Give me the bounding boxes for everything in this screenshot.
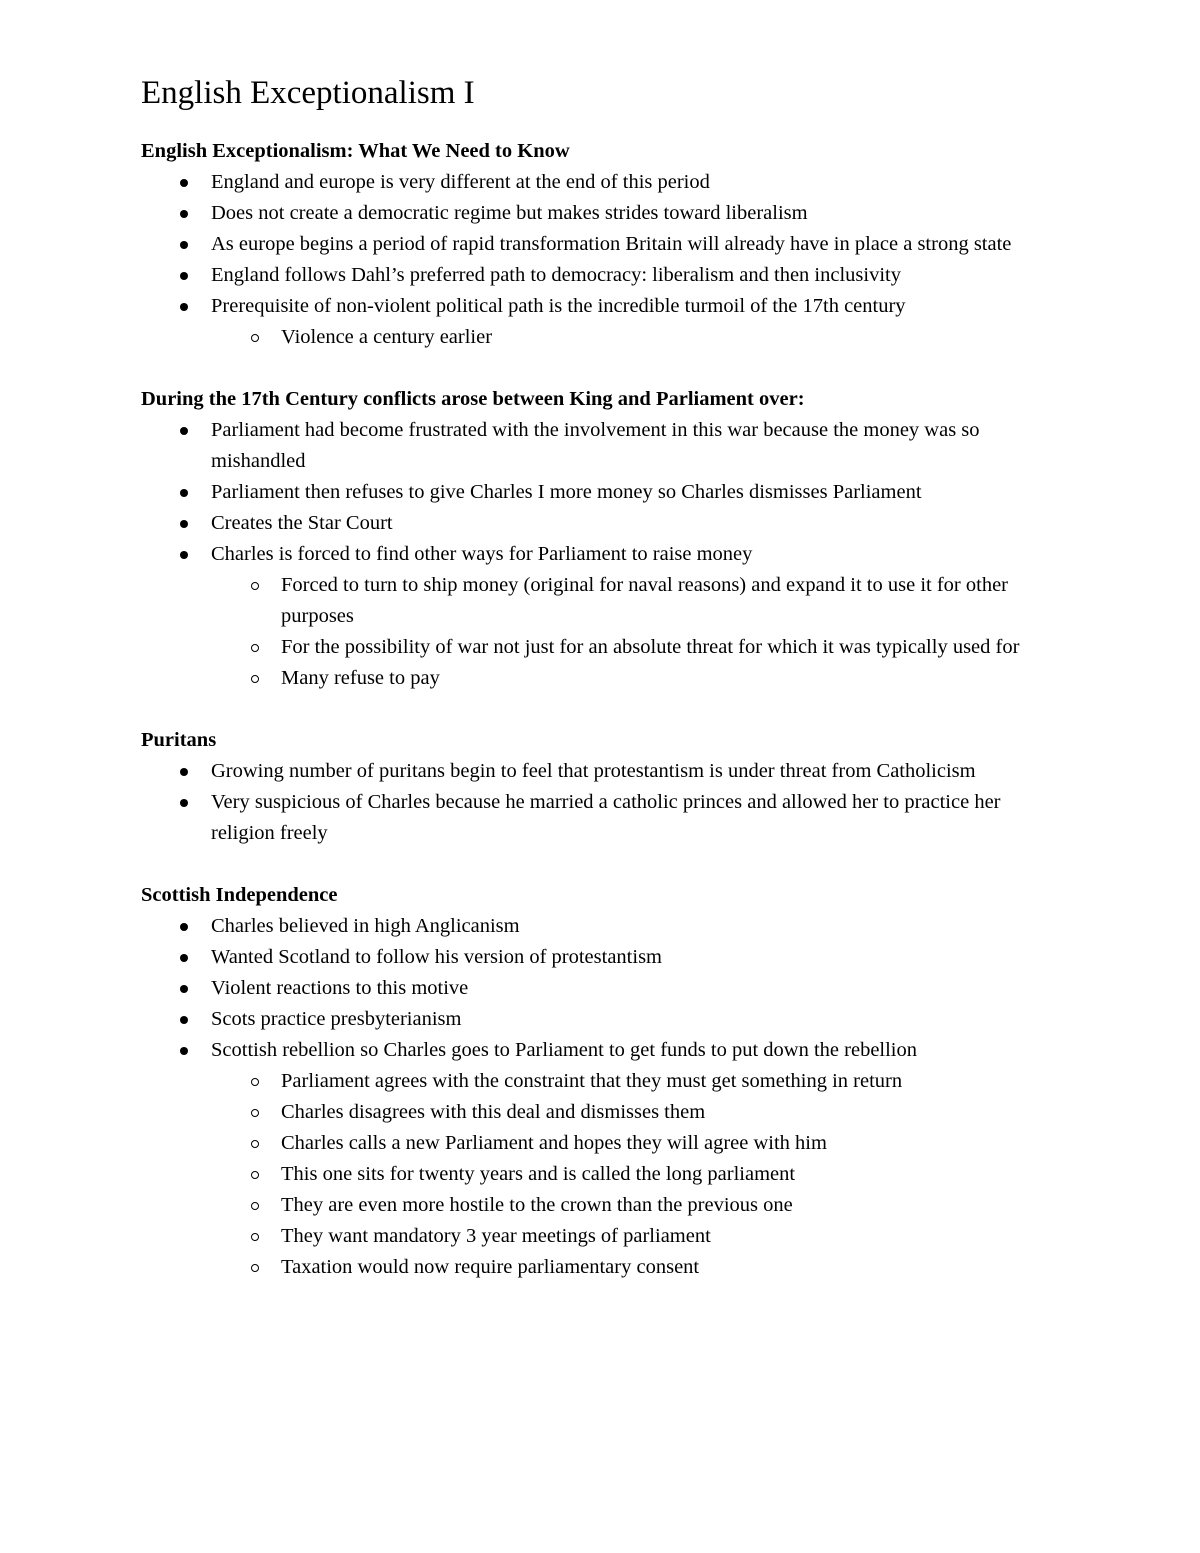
list-item-text: Charles is forced to find other ways for Parliament to raise money [211,543,753,565]
list-item [141,1004,1061,1035]
list-item-text: As europe begins a period of rapid transformation Britain will already have in place a strong state [211,233,1012,255]
sub-list-item-text: Charles disagrees with this deal and dismisses them [281,1101,706,1123]
sub-list-item [211,1221,1061,1252]
sub-list-item [211,1159,1061,1190]
sub-list-item-text: Many refuse to pay [281,667,440,689]
sub-list-item-text: For the possibility of war not just for an absolute threat for which it was typically used for [281,636,1020,658]
sub-list-item-text: Forced to turn to ship money (original for naval reasons) and expand it to use it for other purposes [281,574,1008,627]
sub-list-item-text: Violence a century earlier [281,326,493,348]
sub-list-item [211,1128,1061,1159]
bullet-circle-icon [251,1140,259,1148]
list-item-text: Parliament had become frustrated with the involvement in this war because the money was so mishandled [211,419,980,472]
bullet-circle-icon [251,675,259,683]
bullet-disc-icon [180,1047,188,1055]
bullet-list [141,911,1061,1283]
sub-list-item [211,1190,1061,1221]
list-item-text: Charles believed in high Anglicanism [211,915,520,937]
list-item [141,1035,1061,1066]
list-item-text: Violent reactions to this motive [211,977,469,999]
bullet-circle-icon [251,582,259,590]
bullet-circle-icon [251,1109,259,1117]
section-2 [141,384,1061,694]
sub-list-item-text: Taxation would now require parliamentary consent [281,1256,700,1278]
sub-list-item-text: They are even more hostile to the crown than the previous one [281,1194,793,1216]
list-item [141,942,1061,973]
list-item [141,167,1061,198]
bullet-list [141,415,1061,694]
bullet-circle-icon [251,1078,259,1086]
list-item [141,787,1061,849]
section-heading: During the 17th Century conflicts arose between King and Parliament over: [141,388,805,410]
bullet-disc-icon [180,520,188,528]
sub-bullet-list [141,570,1061,694]
sub-list-item [211,632,1061,663]
list-item-text: Scottish rebellion so Charles goes to Parliament to get funds to put down the rebellion [211,1039,917,1061]
document-title: English Exceptionalism I [141,75,475,111]
bullet-circle-icon [251,1233,259,1241]
sub-list-item-text: Charles calls a new Parliament and hopes they will agree with him [281,1132,827,1154]
bullet-disc-icon [180,210,188,218]
list-item [141,477,1061,508]
sub-list-item [211,1097,1061,1128]
list-item [141,756,1061,787]
sub-list-item [211,663,1061,694]
bullet-list [141,167,1061,353]
bullet-disc-icon [180,179,188,187]
list-item [141,260,1061,291]
section-heading: Scottish Independence [141,884,338,906]
list-item-text: Prerequisite of non-violent political path is the incredible turmoil of the 17th century [211,295,906,317]
section-heading: English Exceptionalism: What We Need to Know [141,140,570,162]
list-item [141,508,1061,539]
document-page [141,70,1061,1314]
list-item [141,229,1061,260]
section-1 [141,136,1061,353]
bullet-list [141,756,1061,849]
list-item-text: England follows Dahl’s preferred path to democracy: liberalism and then inclusivity [211,264,901,286]
sub-bullet-list [141,322,1061,353]
bullet-circle-icon [251,1264,259,1272]
bullet-disc-icon [180,551,188,559]
bullet-disc-icon [180,272,188,280]
sub-list-item-text: Parliament agrees with the constraint that they must get something in return [281,1070,903,1092]
sub-list-item [211,570,1061,632]
sub-list-item [211,1252,1061,1283]
bullet-circle-icon [251,1202,259,1210]
list-item [141,911,1061,942]
section-4 [141,880,1061,1283]
section-heading: Puritans [141,729,217,751]
bullet-disc-icon [180,768,188,776]
sub-list-item-text: They want mandatory 3 year meetings of parliament [281,1225,711,1247]
bullet-disc-icon [180,489,188,497]
bullet-circle-icon [251,1171,259,1179]
list-item-text: Growing number of puritans begin to feel that protestantism is under threat from Catholicism [211,760,976,782]
sub-list-item [211,322,1061,353]
list-item [141,973,1061,1004]
sub-list-item [211,1066,1061,1097]
bullet-disc-icon [180,985,188,993]
list-item-text: Wanted Scotland to follow his version of protestantism [211,946,662,968]
list-item [141,415,1061,477]
bullet-disc-icon [180,799,188,807]
document-body [141,136,1061,1283]
list-item [141,291,1061,322]
sub-list-item-text: This one sits for twenty years and is called the long parliament [281,1163,796,1185]
list-item-text: Does not create a democratic regime but makes strides toward liberalism [211,202,808,224]
bullet-disc-icon [180,1016,188,1024]
list-item [141,539,1061,570]
list-item-text: Creates the Star Court [211,512,393,534]
list-item-text: Scots practice presbyterianism [211,1008,462,1030]
list-item [141,198,1061,229]
bullet-disc-icon [180,303,188,311]
list-item-text: Parliament then refuses to give Charles I more money so Charles dismisses Parliament [211,481,922,503]
sub-bullet-list [141,1066,1061,1283]
bullet-disc-icon [180,923,188,931]
bullet-disc-icon [180,427,188,435]
bullet-disc-icon [180,241,188,249]
bullet-circle-icon [251,334,259,342]
section-3 [141,725,1061,849]
list-item-text: England and europe is very different at the end of this period [211,171,710,193]
bullet-circle-icon [251,644,259,652]
list-item-text: Very suspicious of Charles because he married a catholic princes and allowed her to practice her religion freely [211,791,1001,844]
bullet-disc-icon [180,954,188,962]
